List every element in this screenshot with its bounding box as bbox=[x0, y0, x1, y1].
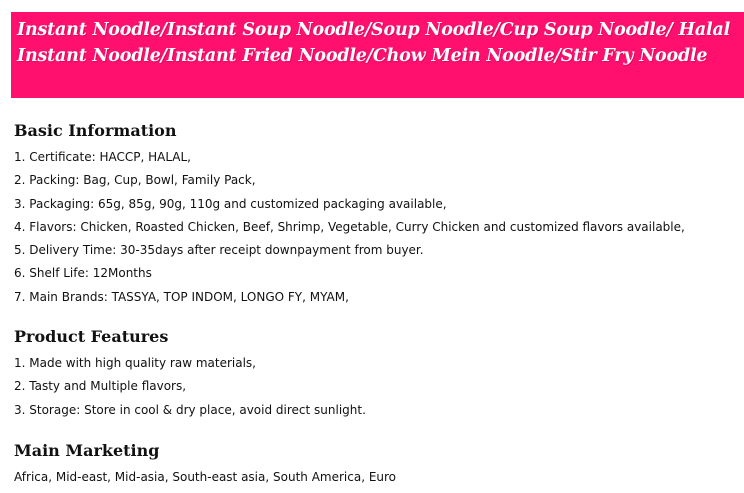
product-features-section bbox=[14, 327, 366, 422]
list-item-quality: 1. Made with high quality raw materials, bbox=[14, 356, 256, 370]
list-item-flavors-feature: 2. Tasty and Multiple flavors, bbox=[14, 379, 187, 394]
list-item-main-brands: 7. Main Brands: TASSYA, TOP INDOM, LONGO FY, MYAM, bbox=[14, 289, 349, 304]
main-marketing-list bbox=[14, 466, 396, 489]
main-marketing-section bbox=[14, 441, 396, 489]
list-item-shelf-life: 6. Shelf Life: 12Months bbox=[14, 266, 152, 281]
list-item-markets: Africa, Mid-east, Mid-asia, South-east asia, South America, Euro bbox=[14, 470, 397, 484]
basic-information-heading: Basic Information bbox=[14, 121, 177, 140]
product-features-list bbox=[14, 352, 366, 422]
list-item-storage: 3. Storage: Store in cool & dry place, avoid direct sunlight. bbox=[14, 402, 366, 417]
basic-information-section bbox=[14, 121, 685, 309]
list-item-delivery-time: 5. Delivery Time: 30-35days after receipt downpayment from buyer. bbox=[14, 243, 424, 258]
list-item-certificate: 1. Certificate: HACCP, HALAL, bbox=[14, 150, 191, 164]
list-item-flavors: 4. Flavors: Chicken, Roasted Chicken, Beef, Shrimp, Vegetable, Curry Chicken and customized flavors available, bbox=[14, 219, 685, 234]
page-title: Instant Noodle/Instant Soup Noodle/Soup Noodle/Cup Soup Noodle/ Halal Instant Noodle/Instant Fried Noodle/Chow Mein Noodle/Stir Fry Noodle bbox=[17, 20, 731, 66]
basic-information-list bbox=[14, 146, 685, 309]
list-item-packaging: 3. Packaging: 65g, 85g, 90g, 110g and customized packaging available, bbox=[14, 196, 447, 211]
title-banner bbox=[11, 12, 744, 98]
main-marketing-heading: Main Marketing bbox=[14, 441, 160, 460]
list-item-packing: 2. Packing: Bag, Cup, Bowl, Family Pack, bbox=[14, 173, 256, 188]
product-features-heading: Product Features bbox=[14, 327, 169, 346]
